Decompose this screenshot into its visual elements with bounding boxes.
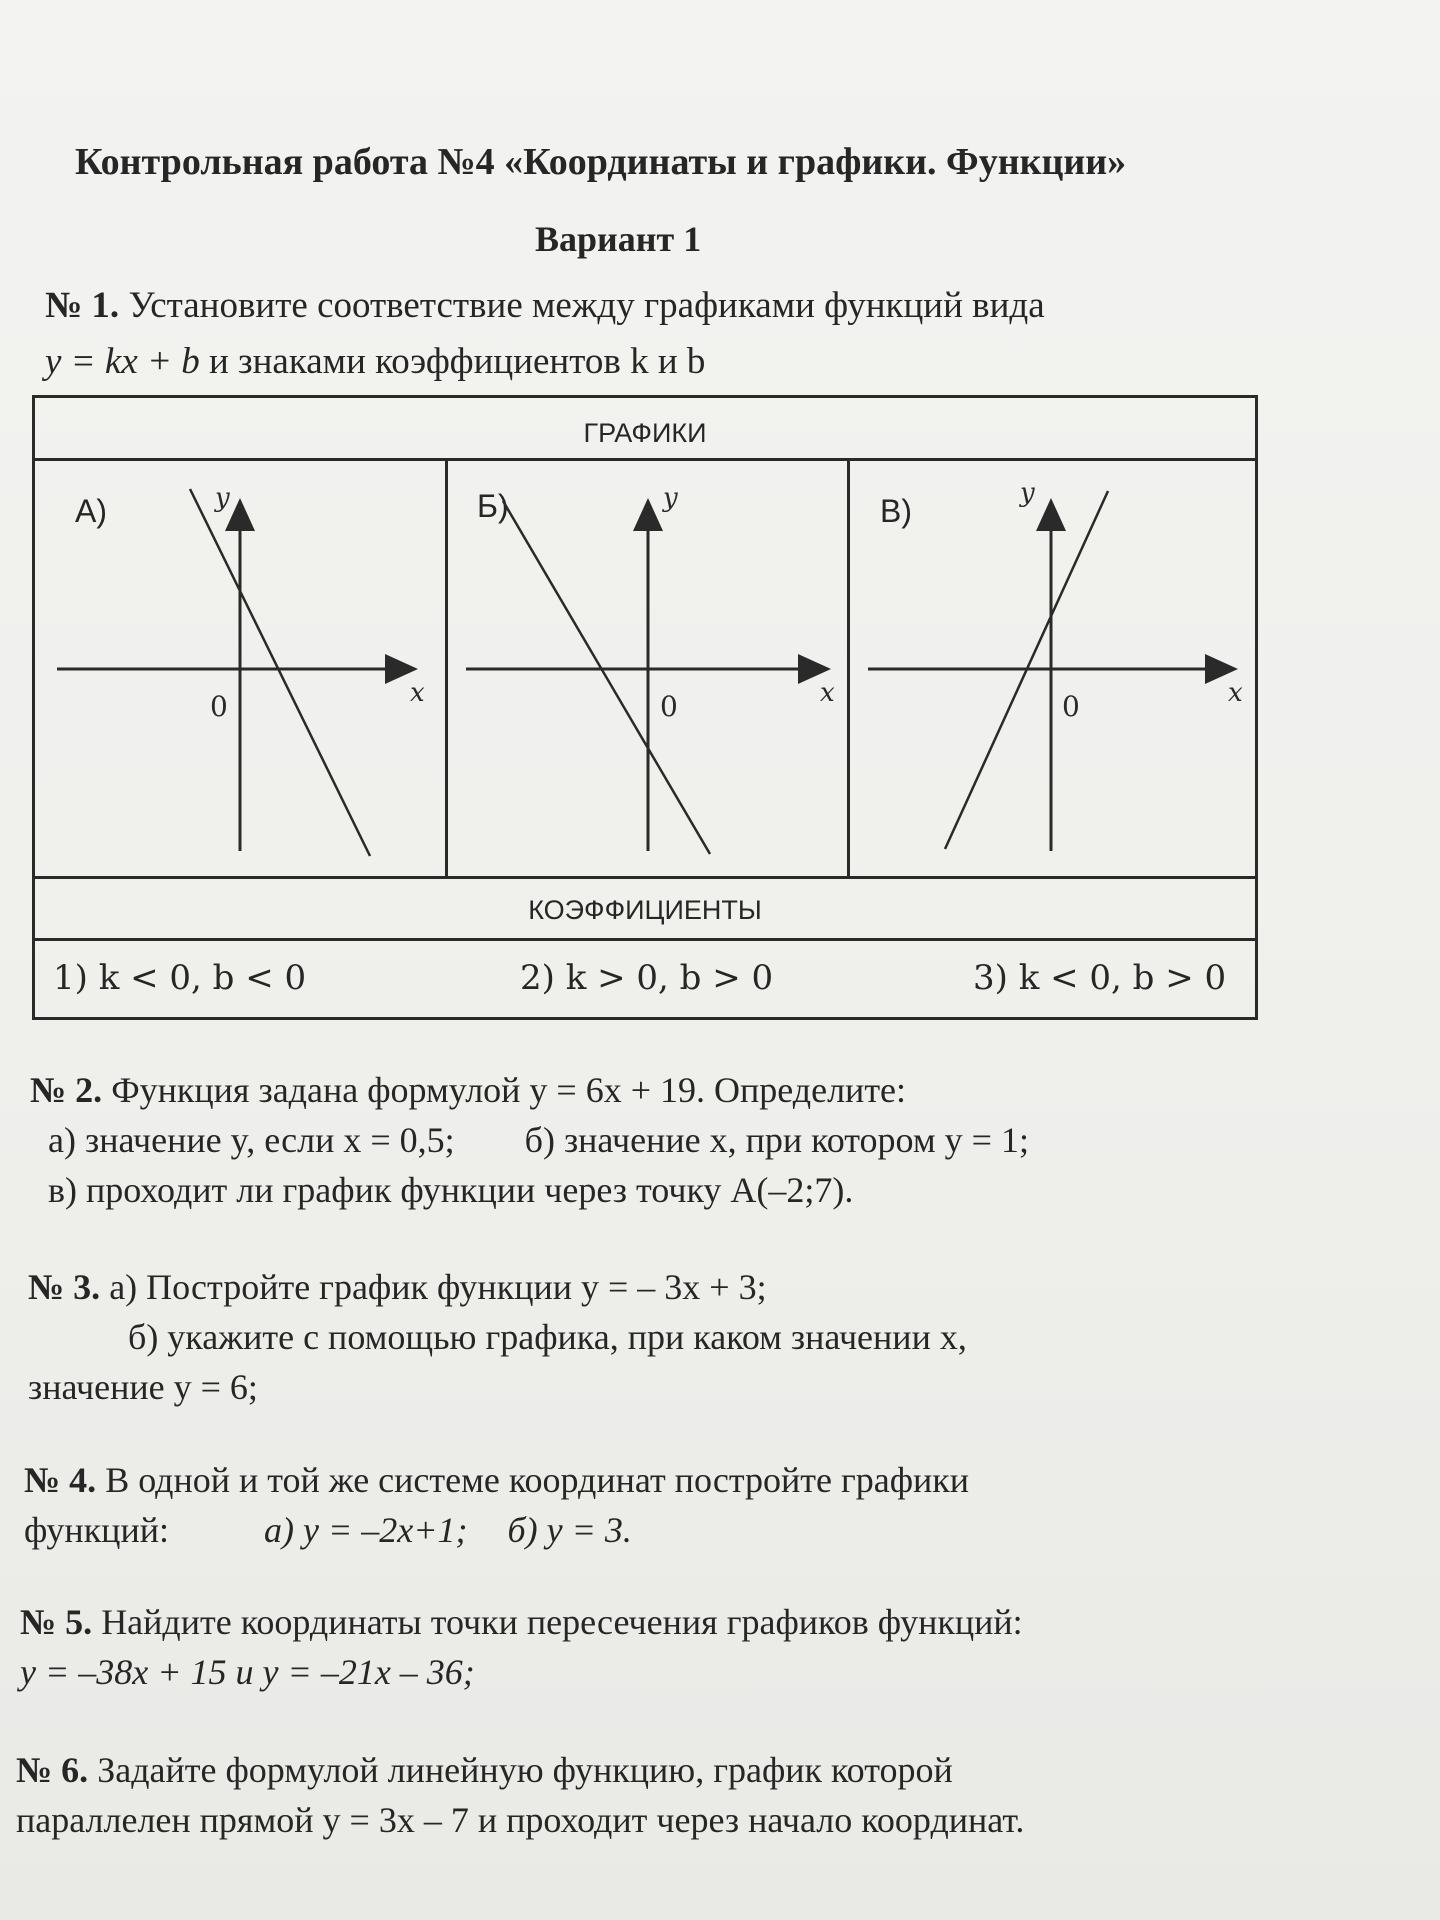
table-divider xyxy=(35,938,1255,941)
task-4-line-1: В одной и той же системе координат постройте графики xyxy=(105,1460,970,1500)
y-axis-label: y xyxy=(215,483,230,513)
task-4-line-2: функций: xyxy=(24,1510,169,1550)
origin-label: 0 xyxy=(1062,690,1080,723)
origin-label: 0 xyxy=(660,690,678,723)
graph-v-label: В) xyxy=(880,493,912,529)
graph-a-label: А) xyxy=(75,493,107,529)
task-5-line-1: Найдите координаты точки пересечения графиков функций: xyxy=(101,1602,1023,1642)
task-6-text xyxy=(16,1745,1024,1845)
origin-label: 0 xyxy=(210,690,228,723)
coefficients-header: КОЭФФИЦИЕНТЫ xyxy=(528,895,762,925)
coefficient-option-2: 2) k > 0, b > 0 xyxy=(520,958,774,998)
task-5-number: № 5. xyxy=(20,1602,93,1642)
task-3-number: № 3. xyxy=(28,1267,101,1307)
task-1-line-2: и знаками коэффициентов k и b xyxy=(199,341,706,382)
variant-heading: Вариант 1 xyxy=(535,219,702,259)
task-4-number: № 4. xyxy=(24,1460,97,1500)
task-4-part-a: а) y = –2x+1; xyxy=(263,1510,468,1550)
task-1-number: № 1. xyxy=(45,285,120,326)
task-4-part-b: б) y = 3. xyxy=(507,1510,632,1550)
task-3-text xyxy=(28,1262,967,1412)
task-2-number: № 2. xyxy=(30,1070,103,1110)
task-2-part-b: б) значение x, при котором y = 1; xyxy=(524,1120,1029,1160)
y-axis-label: y xyxy=(1020,478,1035,508)
coefficient-option-1: 1) k < 0, b < 0 xyxy=(53,958,307,998)
task-2-text xyxy=(30,1065,1029,1215)
task-5-line-2: y = –38x + 15 и y = –21x – 36; xyxy=(20,1652,475,1692)
task-6-number: № 6. xyxy=(16,1750,89,1790)
graph-b xyxy=(448,461,848,876)
graph-v xyxy=(850,461,1255,876)
task-4-text xyxy=(24,1455,969,1555)
y-axis-label: y xyxy=(663,483,678,513)
task-3-line-2: б) укажите с помощью графика, при каком значении x, xyxy=(128,1317,967,1357)
table-divider xyxy=(35,876,1255,879)
task-2-line-1: Функция задана формулой y = 6x + 19. Определите: xyxy=(111,1070,907,1110)
x-axis-label: x xyxy=(410,678,425,708)
function-line xyxy=(190,489,370,856)
coefficient-option-3: 3) k < 0, b > 0 xyxy=(973,958,1227,998)
task-6-line-1: Задайте формулой линейную функцию, график которой xyxy=(97,1750,953,1790)
task-1-formula: y = kx + b xyxy=(45,341,200,382)
x-axis-label: x xyxy=(820,678,835,708)
task-3-line-3: значение y = 6; xyxy=(28,1367,258,1407)
task-3-line-1: а) Постройте график функции y = – 3x + 3; xyxy=(109,1267,767,1307)
graph-a xyxy=(35,461,445,876)
worksheet-title: Контрольная работа №4 «Координаты и графики. Функции» xyxy=(75,141,1127,183)
task-2-part-a: а) значение y, если x = 0,5; xyxy=(48,1120,455,1160)
task-1-line-1: Установите соответствие между графиками функций вида xyxy=(128,285,1045,326)
graphs-header: ГРАФИКИ xyxy=(583,418,707,448)
task-1-text xyxy=(45,278,1045,390)
task-2-part-c: в) проходит ли график функции через точку А(–2;7). xyxy=(48,1170,854,1210)
function-line xyxy=(503,501,710,854)
graph-b-label: Б) xyxy=(477,488,509,524)
x-axis-label: x xyxy=(1228,678,1243,708)
task-5-text xyxy=(20,1597,1023,1697)
task-6-line-2: параллелен прямой y = 3x – 7 и проходит через начало координат. xyxy=(16,1800,1025,1840)
matching-table xyxy=(32,395,1258,1020)
